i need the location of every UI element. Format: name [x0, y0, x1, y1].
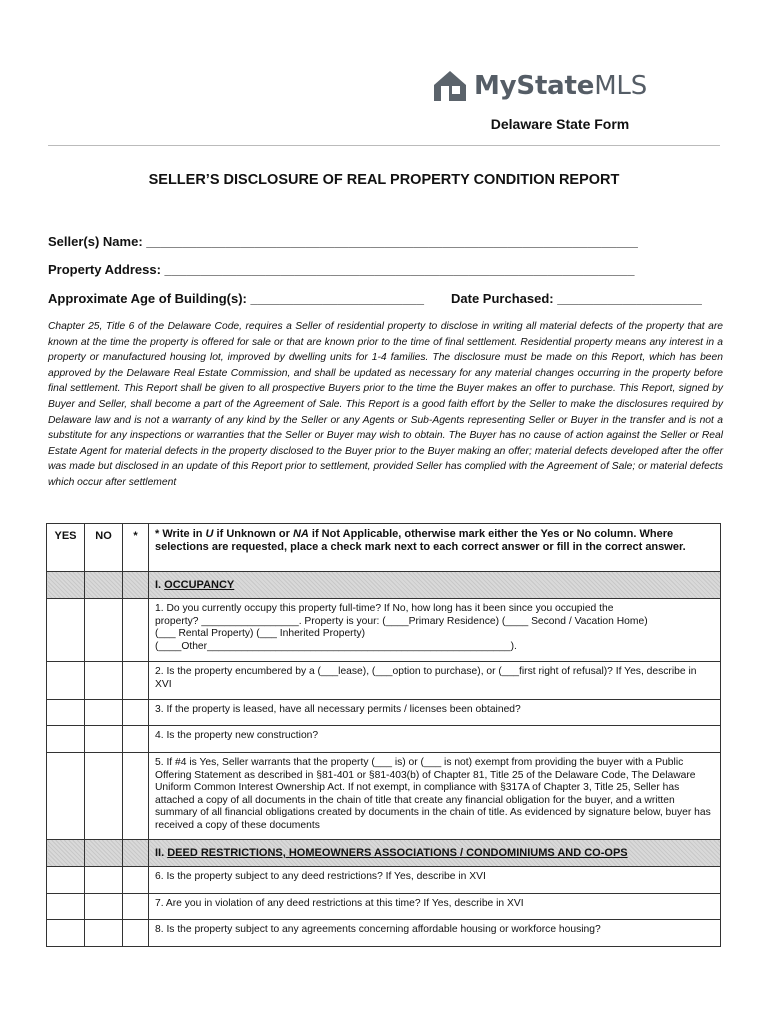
question-3: 3. If the property is leased, have all necessary permits / licenses been obtained? — [149, 700, 721, 726]
state-form-label: Delaware State Form — [490, 116, 630, 132]
star-cell[interactable] — [123, 753, 149, 840]
table-row — [47, 920, 721, 947]
question-4: 4. Is the property new construction? — [149, 726, 721, 753]
yes-cell[interactable] — [47, 920, 85, 947]
building-age-field[interactable]: Approximate Age of Building(s): ________________________ — [48, 291, 424, 306]
star-cell[interactable] — [123, 894, 149, 920]
table-row — [47, 867, 721, 894]
date-purchased-field[interactable]: Date Purchased: ____________________ — [451, 291, 702, 306]
question-6: 6. Is the property subject to any deed restrictions? If Yes, describe in XVI — [149, 867, 721, 894]
no-cell[interactable] — [85, 726, 123, 753]
house-icon — [432, 69, 468, 103]
yes-cell[interactable] — [47, 753, 85, 840]
property-address-field[interactable]: Property Address: _________________________________________________________________ — [48, 262, 635, 277]
section-row — [47, 840, 721, 867]
table-row — [47, 894, 721, 920]
question-7: 7. Are you in violation of any deed restrictions at this time? If Yes, describe in XVI — [149, 894, 721, 920]
yes-cell[interactable] — [47, 726, 85, 753]
star-cell[interactable] — [123, 700, 149, 726]
yes-cell[interactable] — [47, 700, 85, 726]
star-cell[interactable] — [123, 662, 149, 700]
no-cell[interactable] — [85, 753, 123, 840]
no-cell[interactable] — [85, 920, 123, 947]
yes-cell[interactable] — [47, 599, 85, 662]
mystatemls-logo — [432, 68, 647, 104]
section-row — [47, 572, 721, 599]
no-cell[interactable] — [85, 894, 123, 920]
table-row — [47, 753, 721, 840]
table-row — [47, 662, 721, 700]
question-2: 2. Is the property encumbered by a (___lease), (___option to purchase), or (___first right of refusal)? If Yes, describe in XVI — [149, 662, 721, 700]
star-cell[interactable] — [123, 726, 149, 753]
section-heading-occupancy: I. OCCUPANCY — [149, 572, 721, 599]
instructions: * Write in U if Unknown or NA if Not Applicable, otherwise mark either the Yes or No column. Where selections are requested, place a check mark next to each correct answer or fill in the correct answer. — [149, 524, 721, 572]
star-cell[interactable] — [123, 599, 149, 662]
yes-column-header: YES — [47, 524, 85, 572]
page-title: SELLER’S DISCLOSURE OF REAL PROPERTY CONDITION REPORT — [148, 172, 620, 188]
disclosure-table — [46, 523, 721, 947]
question-1: 1. Do you currently occupy this property full-time? If No, how long has it been since you occupied the property? _________________. Property is your: (____Primary Residence) (____ Second / Vacation Home) (___ Rental Property) (___ Inherited Property) (____Other_____________________________________________________). — [149, 599, 721, 662]
no-cell[interactable] — [85, 700, 123, 726]
yes-cell[interactable] — [47, 662, 85, 700]
star-column-header: * — [123, 524, 149, 572]
star-cell[interactable] — [123, 920, 149, 947]
no-cell[interactable] — [85, 599, 123, 662]
no-cell[interactable] — [85, 662, 123, 700]
logo-wordmark: MyStateMLS — [474, 71, 648, 101]
question-8: 8. Is the property subject to any agreements concerning affordable housing or workforce housing? — [149, 920, 721, 947]
yes-cell[interactable] — [47, 894, 85, 920]
table-row — [47, 700, 721, 726]
yes-cell[interactable] — [47, 867, 85, 894]
no-column-header: NO — [85, 524, 123, 572]
table-row — [47, 726, 721, 753]
header-divider — [48, 145, 720, 146]
intro-paragraph: Chapter 25, Title 6 of the Delaware Code, requires a Seller of residential property to disclose in writing all material defects of the property that are known at the time the property is offered for sale or that are known prior to the time of final settlement. Residential property means any interest in a property or manufactured housing lot, improved by dwelling units for 1-4 families. The disclosure must be made on this Report, which has been approved by the Delaware Real Estate Commission, and shall be updated as necessary for any material changes occurring in the property before final settlement. This Report shall be given to all prospective Buyers prior to the time the Buyer makes an offer to purchase. This Report, signed by Buyer and Seller, shall become a part of the Agreement of Sale. This Report is a good faith effort by the Seller to make the disclosures required by Delaware law and is not a warranty of any kind by the Seller or any Agents or Sub-Agents representing Seller or Buyer in the transfer and is not a substitute for any inspections or warranties that the Seller or Buyer may wish to obtain. The Buyer has no cause of action against the Seller or Real Estate Agent for material defects in the property disclosed to the Buyer prior to the Buyer making an offer; material defects developed after the offer was made but disclosed in an update of this Report prior to settlement, provided Seller has complied with the Agreement of Sale; or material defects which occur after settlement — [48, 321, 723, 488]
table-header-row — [47, 524, 721, 572]
table-row — [47, 599, 721, 662]
no-cell[interactable] — [85, 867, 123, 894]
question-5: 5. If #4 is Yes, Seller warrants that the property (___ is) or (___ is not) exempt from providing the buyer with a Public Offering Statement as described in §81-401 or §81-403(b) of Chapter 81, Title 25 of the Delaware Code, The Delaware Uniform Common Interest Ownership Act. If not exempt, in compliance with §317A of Chapter 3, Title 25, Seller has attached a copy of all documents in the chain of title that create any financial obligation for the buyer, and a written summary of all financial obligations created by documents in the chain of title. As evidenced by signature below, buyer has received a copy of these documents — [149, 753, 721, 840]
sellers-name-field[interactable]: Seller(s) Name: ____________________________________________________________________ — [48, 234, 638, 249]
star-cell[interactable] — [123, 867, 149, 894]
section-heading-deed-restrictions: II. DEED RESTRICTIONS, HOMEOWNERS ASSOCIATIONS / CONDOMINIUMS AND CO-OPS — [149, 840, 721, 867]
